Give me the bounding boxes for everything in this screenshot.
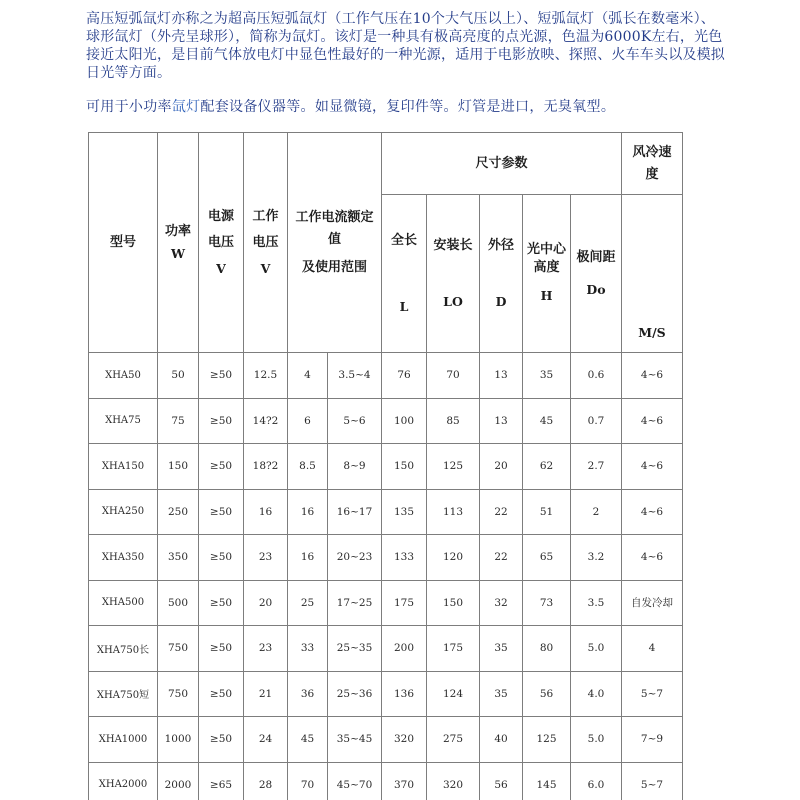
cell-rated-current: 4 [288,353,328,399]
cell-supply-voltage: ≥50 [199,353,244,399]
intro-text: 高压短弧氙灯亦称之为超高压短弧氙灯（工作气压在10个大气压以上）、短弧氙灯（弧长在数毫米）、球形氙灯（外壳呈球形），简称为氙灯。该灯是一种具有极高亮度的点光源，色温为6000K左右，光色接近太阳光，是目前气体放电灯中显色性最好的一种光源，适用于电影放映、探照、火车车头以及模拟日光等方面。 [86,11,725,81]
cell-light-center: 125 [523,717,571,763]
cell-model: XHA50 [89,353,158,399]
cell-current-range: 45~70 [328,763,382,800]
cell-light-center: 35 [523,353,571,399]
cell-diameter: 22 [480,535,523,581]
cell-work-voltage: 24 [244,717,288,763]
cell-current-range: 5~6 [328,399,382,445]
cell-supply-voltage: ≥50 [199,444,244,490]
table-row [89,444,683,490]
cell-rated-current: 8.5 [288,444,328,490]
cell-electrode-gap: 0.6 [571,353,622,399]
cell-work-voltage: 14?2 [244,399,288,445]
cell-supply-voltage: ≥50 [199,399,244,445]
cell-diameter: 35 [480,672,523,718]
cell-length: 100 [382,399,427,445]
cell-power: 1000 [158,717,199,763]
cell-diameter: 13 [480,399,523,445]
cell-model: XHA2000 [89,763,158,800]
cell-power: 50 [158,353,199,399]
spec-table [88,132,683,800]
cell-work-voltage: 28 [244,763,288,800]
cell-light-center: 73 [523,581,571,627]
cell-supply-voltage: ≥50 [199,717,244,763]
cell-electrode-gap: 3.2 [571,535,622,581]
cell-supply-voltage: ≥50 [199,490,244,536]
header-length: 全长 L [382,195,427,353]
table-row [89,672,683,718]
cell-length: 370 [382,763,427,800]
header-work-current: 工作电流额定 值 及使用范围 [288,133,382,353]
cell-install-length: 124 [427,672,480,718]
cell-work-voltage: 12.5 [244,353,288,399]
cell-electrode-gap: 4.0 [571,672,622,718]
cell-current-range: 3.5~4 [328,353,382,399]
cell-install-length: 175 [427,626,480,672]
usage-line [86,98,726,116]
cell-wind-speed: 7~9 [622,717,683,763]
cell-wind-speed: 4~6 [622,353,683,399]
header-wind-unit: M/S [622,195,683,353]
cell-light-center: 80 [523,626,571,672]
cell-diameter: 40 [480,717,523,763]
cell-length: 135 [382,490,427,536]
table-row [89,626,683,672]
cell-length: 133 [382,535,427,581]
header-work-voltage: 工作 电压 V [244,133,288,353]
cell-install-length: 113 [427,490,480,536]
cell-install-length: 120 [427,535,480,581]
cell-work-voltage: 16 [244,490,288,536]
cell-supply-voltage: ≥50 [199,672,244,718]
cell-current-range: 20~23 [328,535,382,581]
cell-rated-current: 36 [288,672,328,718]
table-row [89,353,683,399]
cell-diameter: 35 [480,626,523,672]
cell-current-range: 17~25 [328,581,382,627]
cell-model: XHA350 [89,535,158,581]
cell-electrode-gap: 5.0 [571,717,622,763]
cell-wind-speed: 自发冷却 [622,581,683,627]
cell-length: 320 [382,717,427,763]
cell-length: 136 [382,672,427,718]
table-row [89,490,683,536]
usage-suffix: 配套设备仪器等。如显微镜，复印件等。灯管是进口，无臭氧型。 [200,99,616,115]
header-supply-voltage: 电源 电压 V [199,133,244,353]
cell-rated-current: 16 [288,535,328,581]
cell-length: 76 [382,353,427,399]
header-electrode-gap: 极间距 Do [571,195,622,353]
cell-current-range: 16~17 [328,490,382,536]
cell-install-length: 85 [427,399,480,445]
cell-light-center: 45 [523,399,571,445]
cell-electrode-gap: 3.5 [571,581,622,627]
table-row [89,763,683,800]
cell-model: XHA1000 [89,717,158,763]
cell-model: XHA500 [89,581,158,627]
cell-power: 150 [158,444,199,490]
cell-work-voltage: 23 [244,626,288,672]
cell-diameter: 56 [480,763,523,800]
header-diameter: 外径 D [480,195,523,353]
cell-diameter: 22 [480,490,523,536]
cell-wind-speed: 4~6 [622,535,683,581]
cell-supply-voltage: ≥50 [199,581,244,627]
table-row [89,399,683,445]
cell-power: 2000 [158,763,199,800]
cell-electrode-gap: 0.7 [571,399,622,445]
table-row [89,581,683,627]
header-light-center: 光中心 高度 H [523,195,571,353]
cell-length: 150 [382,444,427,490]
cell-install-length: 275 [427,717,480,763]
header-wind-speed: 风冷速 度 [622,133,683,195]
cell-model: XHA250 [89,490,158,536]
cell-model: XHA750短 [89,672,158,718]
cell-work-voltage: 23 [244,535,288,581]
cell-wind-speed: 5~7 [622,672,683,718]
cell-model: XHA150 [89,444,158,490]
table-row [89,535,683,581]
usage-prefix: 可用于小功率 [86,99,172,115]
cell-supply-voltage: ≥50 [199,535,244,581]
cell-rated-current: 25 [288,581,328,627]
cell-install-length: 70 [427,353,480,399]
cell-light-center: 145 [523,763,571,800]
cell-rated-current: 45 [288,717,328,763]
cell-install-length: 150 [427,581,480,627]
cell-light-center: 62 [523,444,571,490]
cell-install-length: 320 [427,763,480,800]
cell-current-range: 25~35 [328,626,382,672]
cell-diameter: 32 [480,581,523,627]
cell-supply-voltage: ≥50 [199,626,244,672]
cell-light-center: 65 [523,535,571,581]
usage-highlight-link[interactable]: 氙灯 [171,99,201,115]
header-model: 型号 [89,133,158,353]
cell-install-length: 125 [427,444,480,490]
cell-rated-current: 70 [288,763,328,800]
header-power: 功率 W [158,133,199,353]
cell-current-range: 8~9 [328,444,382,490]
cell-wind-speed: 4~6 [622,399,683,445]
cell-power: 750 [158,626,199,672]
cell-work-voltage: 21 [244,672,288,718]
header-install-length: 安装长 LO [427,195,480,353]
cell-wind-speed: 4~6 [622,490,683,536]
cell-length: 175 [382,581,427,627]
cell-wind-speed: 5~7 [622,763,683,800]
cell-power: 500 [158,581,199,627]
cell-model: XHA75 [89,399,158,445]
cell-rated-current: 16 [288,490,328,536]
cell-power: 350 [158,535,199,581]
cell-power: 250 [158,490,199,536]
cell-diameter: 20 [480,444,523,490]
cell-length: 200 [382,626,427,672]
cell-light-center: 51 [523,490,571,536]
cell-electrode-gap: 2 [571,490,622,536]
cell-wind-speed: 4 [622,626,683,672]
cell-wind-speed: 4~6 [622,444,683,490]
table-row [89,717,683,763]
cell-power: 75 [158,399,199,445]
cell-light-center: 56 [523,672,571,718]
cell-rated-current: 6 [288,399,328,445]
cell-work-voltage: 20 [244,581,288,627]
cell-model: XHA750长 [89,626,158,672]
cell-power: 750 [158,672,199,718]
cell-diameter: 13 [480,353,523,399]
cell-electrode-gap: 6.0 [571,763,622,800]
cell-electrode-gap: 2.7 [571,444,622,490]
table-body [89,353,683,800]
table-header [89,133,683,353]
cell-rated-current: 33 [288,626,328,672]
cell-current-range: 25~36 [328,672,382,718]
intro-paragraph [86,10,726,82]
cell-work-voltage: 18?2 [244,444,288,490]
header-dimensions: 尺寸参数 [382,133,622,195]
cell-current-range: 35~45 [328,717,382,763]
cell-electrode-gap: 5.0 [571,626,622,672]
cell-supply-voltage: ≥65 [199,763,244,800]
